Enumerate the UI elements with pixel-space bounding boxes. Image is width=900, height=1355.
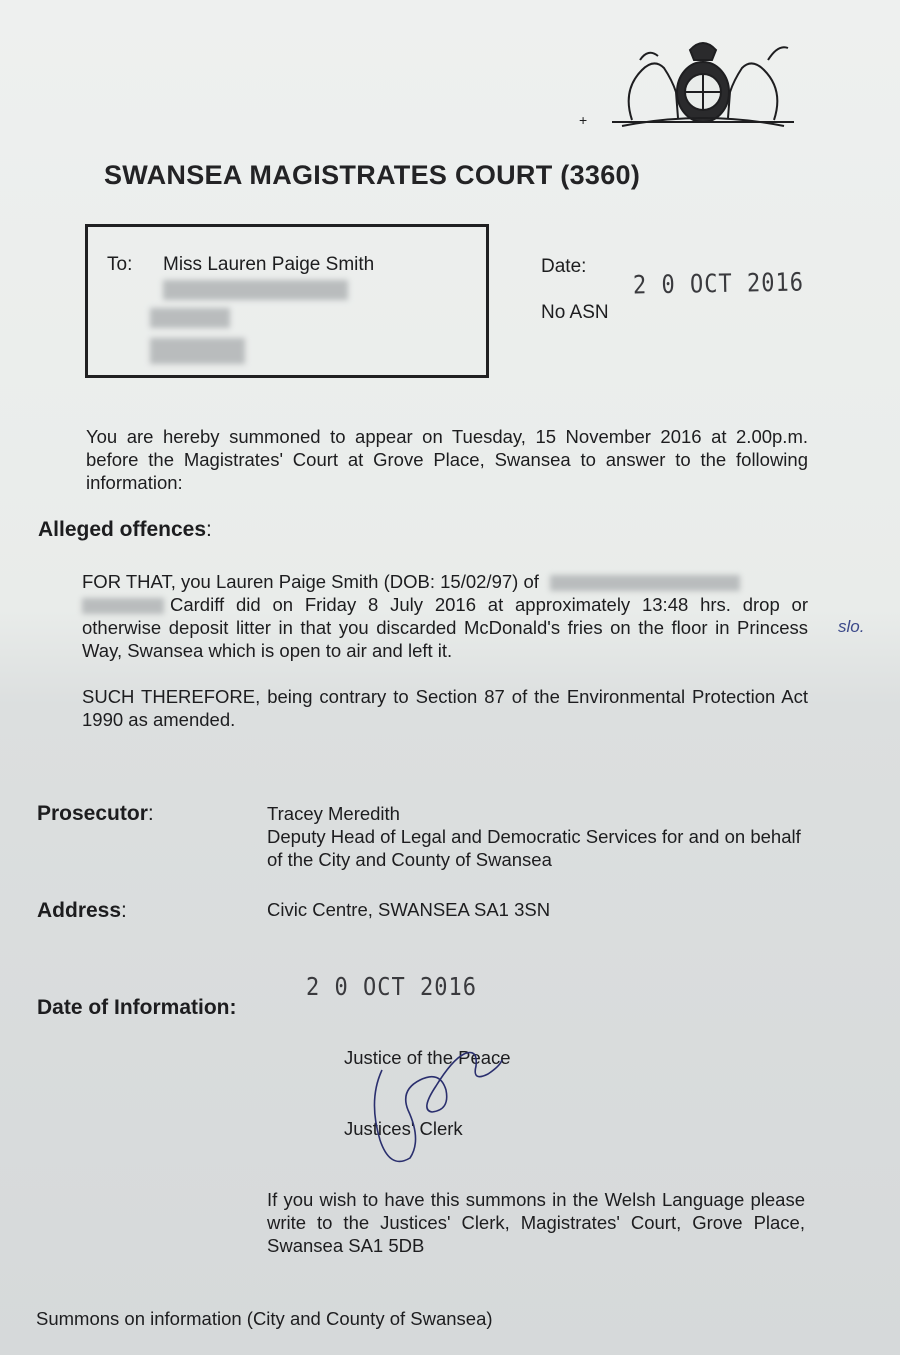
redacted-offence-address-1 bbox=[550, 575, 740, 591]
address-heading: Address: bbox=[37, 899, 127, 922]
therefore-text: SUCH THEREFORE, being contrary to Section 87 of the Environmental Protection Act 1990 as amended. bbox=[82, 686, 808, 730]
prosecutor-label: Prosecutor bbox=[37, 802, 148, 825]
date-stamp: 2 0 OCT 2016 bbox=[632, 268, 805, 301]
redacted-address-1 bbox=[163, 280, 348, 300]
alleged-heading-text: Alleged offences bbox=[38, 518, 207, 541]
alleged-offences-heading: Alleged offences: bbox=[38, 518, 212, 541]
date-of-information-heading: Date of Information: bbox=[37, 996, 237, 1019]
footer-text: Summons on information (City and County of Swansea) bbox=[36, 1308, 493, 1329]
address-value: Civic Centre, SWANSEA SA1 3SN bbox=[267, 899, 551, 920]
offence-rest: Cardiff did on Friday 8 July 2016 at approximately 13:48 hrs. drop or otherwise deposit litter in that you discarded McDonald's fries on the floor in Princess Way, Swansea which is open to air and left it. bbox=[82, 594, 808, 661]
justice-of-peace-label: Justice of the Peace bbox=[344, 1047, 511, 1068]
royal-coat-of-arms-icon bbox=[592, 30, 814, 130]
asn-label: No ASN bbox=[541, 302, 609, 323]
prosecutor-name: Tracey Meredith bbox=[267, 803, 400, 824]
offence-text bbox=[82, 570, 808, 662]
redacted-address-3 bbox=[150, 338, 245, 364]
redacted-offence-address-2 bbox=[82, 598, 164, 614]
plus-mark: + bbox=[579, 112, 588, 128]
justices-clerk-label: Justices' Clerk bbox=[344, 1118, 463, 1139]
redacted-address-2 bbox=[150, 308, 230, 328]
offence-line-1: FOR THAT, you Lauren Paige Smith (DOB: 15/02/97) of bbox=[82, 571, 539, 592]
signature-scribble bbox=[360, 1030, 510, 1170]
prosecutor-heading: Prosecutor: bbox=[37, 802, 154, 825]
prosecutor-role: Deputy Head of Legal and Democratic Services for and on behalf of the City and County of Swansea bbox=[267, 826, 801, 870]
address-label: Address bbox=[37, 899, 122, 922]
welsh-language-note: If you wish to have this summons in the Welsh Language please write to the Justices' Clerk, Magistrates' Court, Grove Place, Swansea SA1 5DB bbox=[267, 1189, 805, 1256]
to-label: To: bbox=[107, 254, 133, 275]
date-label: Date: bbox=[541, 256, 587, 277]
court-title: SWANSEA MAGISTRATES COURT (3360) bbox=[104, 160, 641, 190]
recipient-box bbox=[85, 224, 489, 378]
summons-text: You are hereby summoned to appear on Tuesday, 15 November 2016 at 2.00p.m. before the Magistrates' Court at Grove Place, Swansea to answer to the following information: bbox=[86, 426, 808, 493]
recipient-name: Miss Lauren Paige Smith bbox=[163, 254, 375, 275]
date-of-information-stamp: 2 0 OCT 2016 bbox=[306, 973, 477, 1002]
prosecutor-details bbox=[267, 802, 812, 871]
handwritten-margin-note: slo. bbox=[838, 617, 865, 636]
